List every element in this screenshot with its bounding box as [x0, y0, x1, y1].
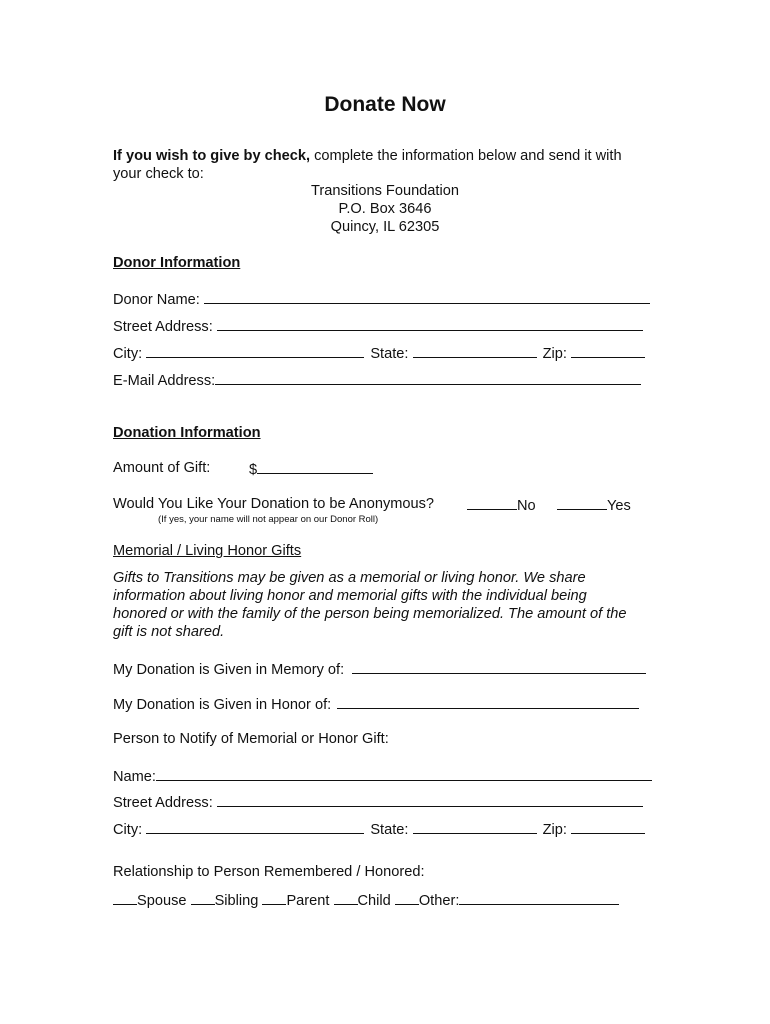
donor-name-label: Donor Name:	[113, 292, 200, 308]
notify-city-field[interactable]	[146, 819, 364, 834]
amount-row	[249, 459, 373, 479]
notify-state-field[interactable]	[413, 819, 537, 834]
notify-state-label: State:	[370, 822, 409, 838]
notify-name-label: Name:	[113, 769, 156, 785]
notify-name-field[interactable]	[156, 766, 652, 781]
relationship-child-blank[interactable]	[334, 890, 358, 905]
honor-label: My Donation is Given in Honor of:	[113, 697, 332, 713]
relationship-child-label: Child	[357, 893, 391, 909]
anonymous-no-option[interactable]	[467, 495, 536, 515]
intro-line-2: your check to:	[113, 166, 204, 182]
notify-city-label: City:	[113, 822, 143, 838]
address-line-1: Transitions Foundation	[311, 183, 459, 199]
relationship-spouse-blank[interactable]	[113, 890, 137, 905]
donor-street-row	[113, 316, 643, 336]
donor-name-field[interactable]	[204, 289, 650, 304]
relationship-sibling-label: Sibling	[214, 893, 259, 909]
notify-name-row	[113, 766, 652, 786]
relationship-parent-label: Parent	[286, 893, 330, 909]
memorial-description: Gifts to Transitions may be given as a memorial or living honor. We share information about living honor and memorial gifts with the individual being honored or with the family of the person being memorialized. The amount of the gift is not shared.	[113, 570, 627, 640]
currency-symbol: $	[249, 462, 258, 478]
anonymous-yes-label: Yes	[607, 498, 631, 514]
donor-heading: Donor Information	[113, 255, 241, 271]
notify-zip-field[interactable]	[571, 819, 645, 834]
donor-city-row	[113, 343, 645, 363]
anonymous-note: (If yes, your name will not appear on our Donor Roll)	[158, 514, 379, 525]
donor-street-field[interactable]	[217, 316, 643, 331]
notify-street-field[interactable]	[217, 792, 643, 807]
honor-field[interactable]	[337, 694, 639, 709]
relationship-options	[113, 890, 619, 910]
relationship-parent-blank[interactable]	[262, 890, 286, 905]
notify-zip-label: Zip:	[542, 822, 567, 838]
notify-label: Person to Notify of Memorial or Honor Gift:	[113, 731, 389, 747]
notify-street-label: Street Address:	[113, 795, 213, 811]
anonymous-question: Would You Like Your Donation to be Anonymous?	[113, 496, 435, 512]
amount-field[interactable]	[257, 459, 373, 474]
address-line-2: P.O. Box 3646	[338, 201, 432, 217]
relationship-sibling-blank[interactable]	[191, 890, 215, 905]
memory-field[interactable]	[352, 659, 646, 674]
donor-state-field[interactable]	[413, 343, 537, 358]
anonymous-no-label: No	[517, 498, 536, 514]
relationship-other-field[interactable]	[459, 890, 619, 905]
intro-line-1	[113, 147, 622, 165]
honor-row	[113, 694, 639, 714]
relationship-spouse-label: Spouse	[137, 893, 187, 909]
donor-zip-label: Zip:	[542, 346, 567, 362]
donor-city-label: City:	[113, 346, 143, 362]
relationship-other-label: Other:	[418, 893, 460, 909]
notify-city-row	[113, 819, 645, 839]
donor-street-label: Street Address:	[113, 319, 213, 335]
donor-zip-field[interactable]	[571, 343, 645, 358]
donor-email-field[interactable]	[215, 370, 641, 385]
relationship-label: Relationship to Person Remembered / Honored:	[113, 864, 425, 880]
memory-row	[113, 659, 646, 679]
intro-rest: complete the information below and send it with	[310, 148, 622, 164]
donor-email-label: E-Mail Address:	[113, 373, 216, 389]
donation-heading: Donation Information	[113, 425, 261, 441]
anonymous-no-blank[interactable]	[467, 495, 517, 510]
notify-street-row	[113, 792, 643, 812]
address-line-3: Quincy, IL 62305	[330, 219, 440, 235]
amount-label: Amount of Gift:	[113, 460, 211, 476]
memorial-heading: Memorial / Living Honor Gifts	[113, 543, 302, 559]
memory-label: My Donation is Given in Memory of:	[113, 662, 345, 678]
donor-email-row	[113, 370, 641, 390]
anonymous-yes-blank[interactable]	[557, 495, 607, 510]
anonymous-yes-option[interactable]	[557, 495, 631, 515]
page-title: Donate Now	[324, 93, 446, 116]
donor-city-field[interactable]	[146, 343, 364, 358]
donor-name-row	[113, 289, 650, 309]
donor-state-label: State:	[370, 346, 409, 362]
relationship-other-blank[interactable]	[395, 890, 419, 905]
intro-bold: If you wish to give by check,	[113, 148, 311, 164]
